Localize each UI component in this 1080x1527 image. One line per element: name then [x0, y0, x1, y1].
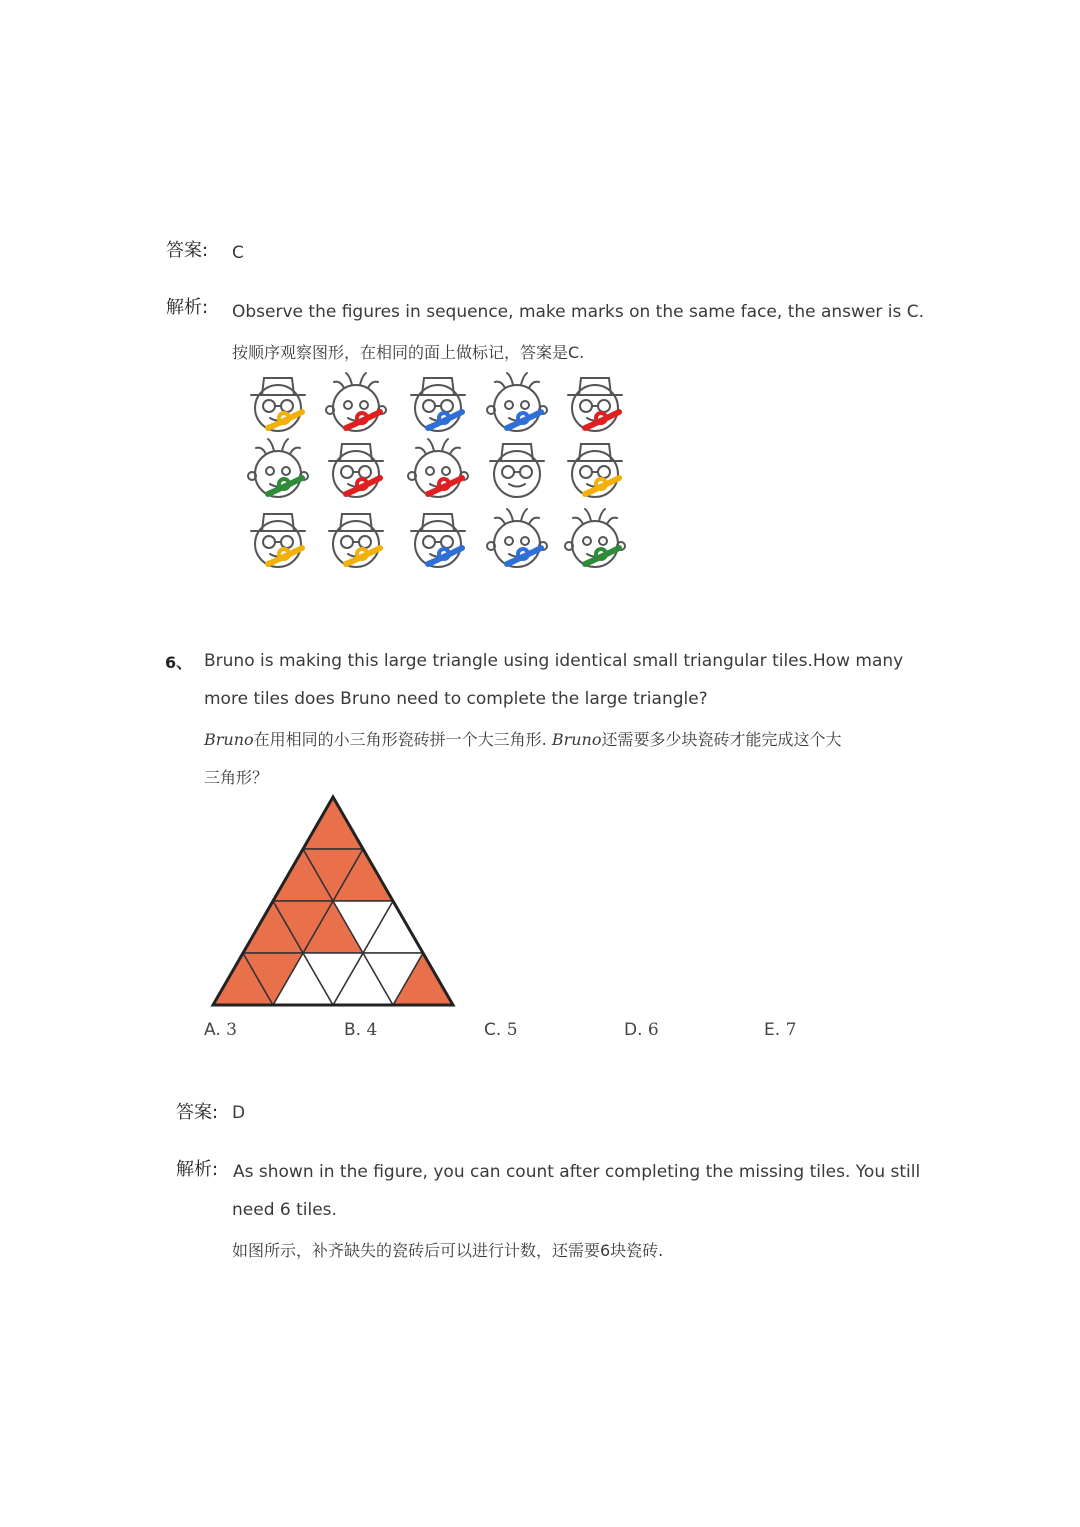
curly-face [565, 509, 625, 567]
choice-c[interactable] [484, 1020, 518, 1040]
name-bruno: Bruno [204, 730, 254, 749]
choice-letter: A. [204, 1020, 221, 1040]
analysis-text-en-line2: need 6 tiles. [232, 1200, 337, 1220]
question-number: 6、 [165, 653, 193, 672]
analysis-text-en-line1: As shown in the figure, you can count after completing the missing tiles. You still [233, 1162, 921, 1182]
answer-value: D [232, 1103, 246, 1123]
choice-value: 3 [226, 1020, 237, 1040]
choice-a[interactable] [204, 1020, 237, 1040]
hat-face [568, 378, 622, 431]
choice-b[interactable] [344, 1020, 377, 1040]
analysis-text-cn: 按顺序观察图形，在相同的面上做标记，答案是C. [232, 343, 585, 362]
tile [303, 797, 363, 849]
analysis-text-en: Observe the figures in sequence, make marks on the same face, the answer is C. [232, 302, 925, 322]
faces-figure [240, 372, 640, 582]
question-cn-part2: 还需要多少块瓷砖才能完成这个大 [601, 730, 842, 749]
question-text-en-line1: Bruno is making this large triangle using identical small triangular tiles.How many [204, 651, 904, 671]
hat-face [568, 444, 622, 497]
hat-face [329, 514, 383, 567]
curly-face [408, 439, 468, 497]
name-bruno: Bruno [551, 730, 602, 749]
hat-face [251, 378, 305, 431]
choice-e[interactable] [764, 1020, 796, 1040]
question-text-cn-line1 [204, 727, 842, 750]
answer-value: C [232, 243, 244, 263]
curly-face [487, 373, 547, 431]
hat-face [251, 514, 305, 567]
hat-face [411, 514, 465, 567]
curly-face [248, 439, 308, 497]
choice-letter: D. [624, 1020, 643, 1040]
triangle-figure [210, 794, 456, 1008]
choice-value: 7 [785, 1020, 797, 1040]
choice-letter: E. [764, 1020, 781, 1040]
curly-face [487, 509, 547, 567]
question-text-en-line2: more tiles does Bruno need to complete the large triangle? [204, 689, 708, 709]
choice-value: 5 [506, 1020, 518, 1040]
answer-label: 答案: [166, 240, 209, 261]
curly-face [326, 373, 386, 431]
choice-value: 6 [647, 1020, 659, 1040]
question-text-cn-line2: 三角形？ [204, 768, 269, 787]
analysis-label: 解析: [176, 1159, 219, 1180]
question-cn-part1: 在用相同的小三角形瓷砖拼一个大三角形. [253, 730, 552, 749]
choice-value: 4 [366, 1020, 378, 1040]
choice-letter: C. [484, 1020, 502, 1040]
choice-d[interactable] [624, 1020, 659, 1040]
hat-face [411, 378, 465, 431]
answer-label: 答案: [176, 1102, 219, 1123]
analysis-label: 解析: [166, 297, 209, 318]
choice-letter: B. [344, 1020, 362, 1040]
hat-face [329, 444, 383, 497]
analysis-text-cn: 如图所示，补齐缺失的瓷砖后可以进行计数，还需要6块瓷砖. [232, 1241, 664, 1260]
hat-face [490, 444, 544, 497]
